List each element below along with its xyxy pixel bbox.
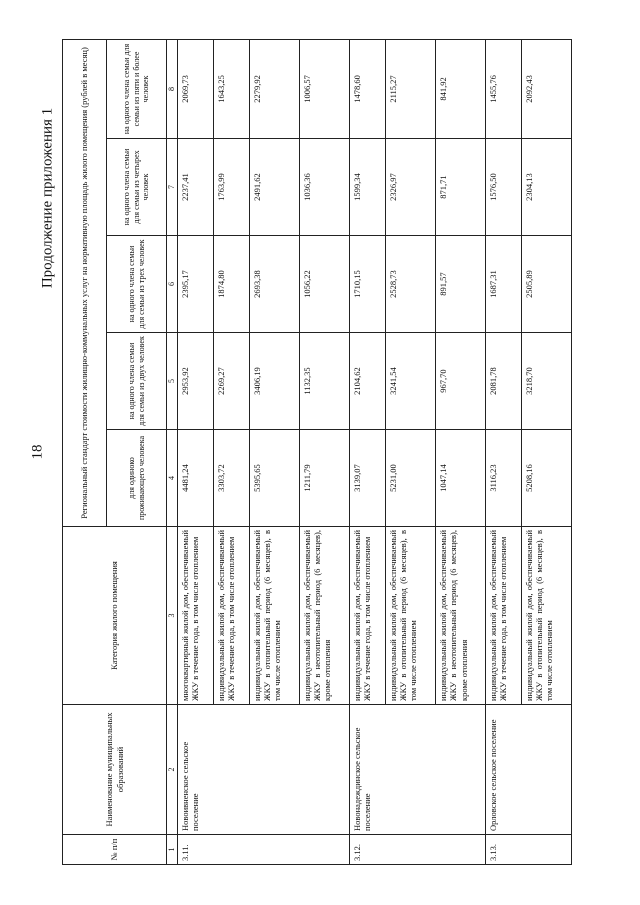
standard-value: 2081,78	[485, 333, 521, 430]
document-sheet	[62, 40, 572, 865]
standard-value: 1710,15	[349, 236, 385, 333]
standard-value: 1643,25	[213, 39, 249, 138]
standard-value: 841,92	[435, 39, 485, 138]
standard-value: 3241,54	[385, 333, 435, 430]
continuation-label: Продолжение приложения 1	[39, 107, 56, 289]
standard-value: 2395,17	[178, 236, 214, 333]
group-number: 3.12.	[349, 835, 485, 865]
header-no: № п/п	[63, 835, 167, 865]
housing-category: индивидуальный жилой дом, обеспечиваемый ЖКУ в течение года, в том числе отоплением	[349, 527, 385, 705]
standard-value: 2326,97	[385, 139, 435, 236]
standard-value: 2528,73	[385, 236, 435, 333]
standard-value: 2304,13	[521, 139, 571, 236]
standard-value: 1006,57	[299, 39, 349, 138]
standard-value: 5231,00	[385, 430, 435, 527]
standards-table	[62, 39, 572, 865]
standard-value: 3139,07	[349, 430, 385, 527]
header-standard: Региональный стандарт стоимости жилищно-коммунальных услуг на нормативную площадь жилого помещения (рублей в месяц)	[63, 39, 107, 526]
col-number: 1	[167, 835, 178, 865]
page-number: 18	[29, 444, 46, 460]
standard-value: 2104,62	[349, 333, 385, 430]
header-sub-4: на одного члена семьи для семьи из четырех человек	[107, 139, 167, 236]
standard-value: 1455,76	[485, 39, 521, 138]
table-rotated	[62, 40, 572, 865]
municipality-name: Орловское сельское поселение	[485, 705, 571, 835]
housing-category: индивидуальный жилой дом, обеспечиваемый ЖКУ в неотопительный период (6 месяцев), кроме отопления	[435, 527, 485, 705]
standard-value: 871,71	[435, 139, 485, 236]
housing-category: индивидуальный жилой дом, обеспечиваемый ЖКУ в течение года, в том числе отоплением	[213, 527, 249, 705]
standard-value: 2269,27	[213, 333, 249, 430]
standard-value: 5208,16	[521, 430, 571, 527]
municipality-name: Новоивненское сельское поселение	[178, 705, 350, 835]
standard-value: 1874,80	[213, 236, 249, 333]
municipality-name: Новонадеждинское сельское поселение	[349, 705, 485, 835]
standard-value: 1132,35	[299, 333, 349, 430]
header-category: Категория жилого помещения	[63, 527, 167, 705]
standard-value: 1576,50	[485, 139, 521, 236]
table-row	[178, 39, 214, 864]
standard-value: 2693,38	[249, 236, 299, 333]
standard-value: 2953,92	[178, 333, 214, 430]
standard-value: 3303,72	[213, 430, 249, 527]
housing-category: индивидуальный жилой дом, обеспечиваемый ЖКУ в отопительный период (6 месяцев), в том числе отоплением	[249, 527, 299, 705]
header-sub-3: на одного члена семьи для семьи из трех человек	[107, 236, 167, 333]
header-sub-1: для одиноко проживающего человека	[107, 430, 167, 527]
housing-category: индивидуальный жилой дом, обеспечиваемый ЖКУ в течение года, в том числе отоплением	[485, 527, 521, 705]
standard-value: 2279,92	[249, 39, 299, 138]
standard-value: 1687,31	[485, 236, 521, 333]
housing-category: индивидуальный жилой дом, обеспечиваемый ЖКУ в отопительный период (6 месяцев), в том числе отоплением	[385, 527, 435, 705]
col-number: 7	[167, 139, 178, 236]
standard-value: 2237,41	[178, 139, 214, 236]
table-row	[485, 39, 521, 864]
standard-value: 2505,89	[521, 236, 571, 333]
col-number: 4	[167, 430, 178, 527]
group-number: 3.13.	[485, 835, 571, 865]
standard-value: 2069,73	[178, 39, 214, 138]
housing-category: индивидуальный жилой дом, обеспечиваемый ЖКУ в неотопительный период (6 месяцев), кроме отопления	[299, 527, 349, 705]
col-number: 6	[167, 236, 178, 333]
standard-value: 891,57	[435, 236, 485, 333]
col-number: 5	[167, 333, 178, 430]
standard-value: 4481,24	[178, 430, 214, 527]
group-number: 3.11.	[178, 835, 350, 865]
standard-value: 2092,43	[521, 39, 571, 138]
header-sub-5: на одного члена семьи для семьи из пяти и более человек	[107, 39, 167, 138]
col-number: 2	[167, 705, 178, 835]
standard-value: 1211,79	[299, 430, 349, 527]
header-sub-2: на одного члена семьи для семьи из двух человек	[107, 333, 167, 430]
standard-value: 1478,60	[349, 39, 385, 138]
standard-value: 5395,65	[249, 430, 299, 527]
standard-value: 967,70	[435, 333, 485, 430]
header-name: Наименование муниципальных образований	[63, 705, 167, 835]
standard-value: 1047,14	[435, 430, 485, 527]
table-row	[349, 39, 385, 864]
standard-value: 3218,70	[521, 333, 571, 430]
standard-value: 1056,22	[299, 236, 349, 333]
standard-value: 1036,36	[299, 139, 349, 236]
housing-category: многоквартирный жилой дом, обеспечиваемый ЖКУ в течение года, в том числе отоплением	[178, 527, 214, 705]
housing-category: индивидуальный жилой дом, обеспечиваемый ЖКУ в отопительный период (6 месяцев), в том числе отоплением	[521, 527, 571, 705]
standard-value: 1763,99	[213, 139, 249, 236]
standard-value: 3406,19	[249, 333, 299, 430]
standard-value: 1599,34	[349, 139, 385, 236]
col-number: 3	[167, 527, 178, 705]
standard-value: 2115,27	[385, 39, 435, 138]
col-number: 8	[167, 39, 178, 138]
standard-value: 3116,23	[485, 430, 521, 527]
standard-value: 2491,62	[249, 139, 299, 236]
